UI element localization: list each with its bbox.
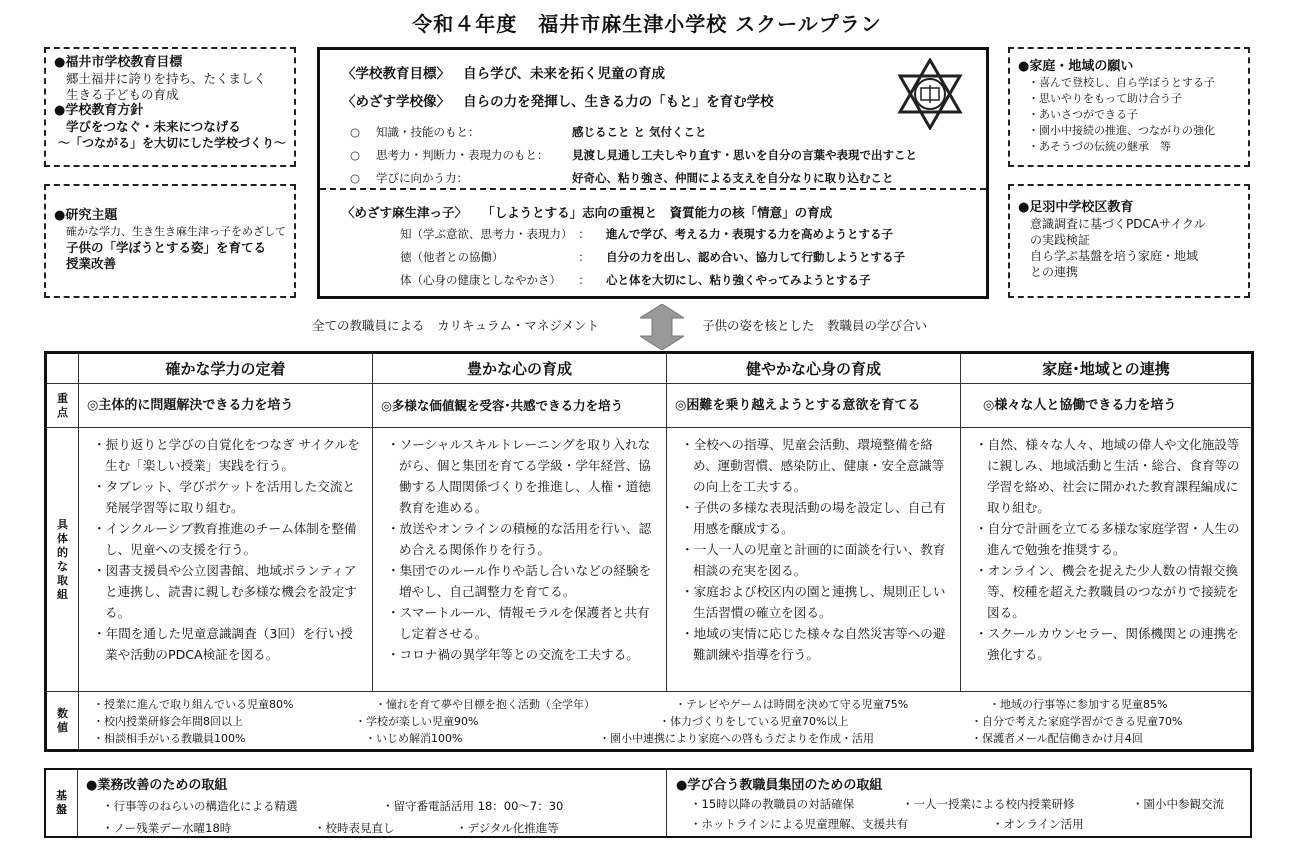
wish-item: ・あいさつができる子	[1028, 108, 1138, 121]
numbers-item: ・憧れを育て夢や目標を抱く活動（全学年）	[375, 698, 595, 711]
action-item: ・オンライン、機会を捉えた少人数の情報交換等、校種を超えた教職員のつながりで接続を図る。	[975, 563, 1239, 620]
col-header-heart: 豊かな心の育成	[373, 354, 667, 384]
wish-item: ・園小中接続の推進、つながりの強化	[1028, 124, 1215, 137]
action-item: ・集団でのルール作りや話し合いなどの経験を増やし、自己調整力を育てる。	[387, 563, 652, 599]
wish-item: ・喜んで登校し、自ら学ぼうとする子	[1028, 76, 1215, 89]
moto-label: 知識・技能のもと：	[376, 125, 480, 139]
school-policy-line2: ～「つながる」を大切にした学校づくり～	[58, 136, 287, 150]
moto-mark: ○	[350, 148, 361, 162]
staff-learning-item: ・一人一授業による校内授業研修	[902, 797, 1075, 811]
child-label: 〈めざす麻生津っ子〉	[342, 205, 468, 220]
virtue-label: 体（心身の健康としなやかさ） ：	[400, 273, 590, 287]
district-education-box	[1008, 184, 1250, 298]
numbers-item: ・いじめ解消100%	[365, 732, 463, 745]
moto-text: 好奇心、粘り強さ、仲間による支えを自分なりに取り込むこと	[572, 171, 894, 185]
moto-text: 見渡し見通し工夫しやり直す・思いを自分の言葉や表現で出すこと	[572, 148, 917, 162]
numbers-row	[79, 692, 1251, 749]
mutual-learning-text: 子供の姿を核とした 教職員の学び合い	[702, 318, 928, 333]
page-title: 令和４年度 福井市麻生津小学校 スクールプラン	[412, 12, 882, 36]
virtue-text: 心と体を大切にし、粘り強くやってみようとする子	[606, 273, 871, 287]
community-wishes-box	[1008, 47, 1250, 167]
city-goal-heading: ●福井市学校教育目標	[54, 55, 183, 70]
action-item: ・子供の多様な表現活動の場を設定し、自己有用感を醸成する。	[681, 500, 946, 536]
curriculum-management-text: 全ての教職員による カリキュラム・マネジメント	[312, 318, 600, 333]
numbers-item: ・保護者メール配信働きかけ月4回	[971, 732, 1143, 745]
numbers-item: ・地域の行事等に参加する児童85%	[989, 698, 1168, 711]
research-theme-line3: 授業改善	[66, 256, 117, 271]
actions-health	[667, 428, 961, 692]
focus-heart: ◎多様な価値観を受容･共感できる力を培う	[373, 384, 667, 428]
moto-row-3	[350, 170, 894, 186]
col-header-health: 健やかな心身の育成	[667, 354, 961, 384]
goal-label: 〈学校教育目標〉	[342, 66, 450, 82]
child-row	[342, 202, 832, 221]
child-text: 「しようとする」志向の重視と 資質能力の核「情意」の育成	[482, 205, 833, 220]
image-row	[342, 90, 774, 110]
focus-academic: ◎主体的に問題解決できる力を培う	[79, 384, 373, 428]
goal-text: 自ら学び、未来を拓く児童の育成	[463, 66, 666, 82]
school-policy-heading: ●学校教育方針	[54, 103, 144, 118]
action-item: ・タブレット、学びポケットを活用した交流と発展学習等に取り組む。	[93, 479, 356, 515]
action-item: ・一人一人の児童と計画的に面談を行い、教育相談の充実を図る。	[681, 542, 946, 578]
moto-mark: ○	[350, 125, 361, 139]
moto-label: 思考力・判断力・表現力のもと：	[376, 148, 549, 162]
staff-learning-heading: ●学び合う教職員集団のための取組	[676, 778, 883, 793]
row-label-focus: 重 点	[47, 384, 79, 428]
numbers-item: ・相談相手がいる教職員100%	[93, 732, 246, 745]
school-policy-line1: 学びをつなぐ・未来につなげる	[66, 119, 241, 134]
center-divider	[320, 188, 986, 190]
row-label-actions: 具 体 的 な 取 組	[47, 428, 79, 692]
work-reform-item: ・行事等のねらいの構造化による精選	[102, 799, 298, 813]
action-item: ・振り返りと学びの自覚化をつなぎ サイクルを生む「楽しい授業」実践を行う。	[93, 437, 360, 473]
base-box	[44, 768, 1252, 838]
numbers-item: ・テレビやゲームは時間を決めて守る児童75%	[675, 698, 909, 711]
work-reform-item: ・校時表見直し	[314, 821, 395, 835]
focus-health: ◎困難を乗り越えようとする意欲を育てる	[667, 384, 961, 428]
row-label-numbers: 数 値	[47, 692, 79, 749]
staff-learning-item: ・ホットラインによる児童理解、支援共有	[690, 817, 909, 831]
research-theme-line1: 確かな学力、生き生き麻生津っ子をめざして	[66, 225, 286, 238]
district-line4: との連携	[1030, 265, 1079, 279]
actions-academic	[79, 428, 373, 692]
district-education-heading: ●足羽中学校区教育	[1018, 200, 1134, 215]
goal-row	[342, 62, 665, 82]
action-item: ・家庭および校区内の園と連携し、規則正しい生活習慣の確立を図る。	[681, 584, 946, 620]
main-grid	[44, 351, 1254, 752]
wish-item: ・あそうづの伝統の継承 等	[1028, 140, 1171, 153]
district-line2: の実践検証	[1030, 233, 1091, 247]
virtue-row-2	[400, 249, 905, 265]
virtue-text: 進んで学び、考える力・表現する力を高めようとする子	[606, 227, 894, 241]
work-reform-item: ・デジタル化推進等	[456, 821, 559, 835]
research-theme-heading: ●研究主題	[54, 208, 118, 223]
community-wishes-heading: ●家庭・地域の願い	[1018, 59, 1134, 74]
actions-heart	[373, 428, 667, 692]
moto-row-1	[350, 124, 707, 140]
action-item: ・スマートルール、情報モラルを保護者と共有し定着させる。	[387, 605, 650, 641]
school-goal-box	[317, 47, 989, 299]
city-goal-line1: 郷土福井に誇りを持ち、たくましく	[66, 71, 267, 86]
virtue-label: 知（学ぶ意欲、思考力・表現力） ：	[400, 227, 590, 241]
district-line3: 自ら学ぶ基盤を培う家庭・地域	[1030, 249, 1199, 263]
col-header-academic: 確かな学力の定着	[79, 354, 373, 384]
work-reform-item: ・留守番電話活用 18：00～7：30	[382, 799, 564, 813]
focus-community: ◎様々な人と協働できる力を培う	[961, 384, 1251, 428]
staff-learning-item: ・園小中参観交流	[1132, 797, 1224, 811]
city-goal-line2: 生きる子どもの育成	[66, 87, 179, 102]
numbers-item: ・園小中連携により家庭への啓もうだよりを作成・活用	[599, 732, 874, 745]
action-item: ・自然、様々な人々、地域の偉人や文化施設等に親しみ、地域活動と生活・総合、食育等の学習を絡め、社会に開かれた教育課程編成に取り組む。	[975, 437, 1240, 515]
staff-learning-item: ・15時以降の教職員の対話確保	[690, 797, 855, 811]
school-emblem-icon	[894, 58, 966, 130]
city-goal-box	[44, 47, 296, 167]
numbers-item: ・授業に進んで取り組んでいる児童80%	[93, 698, 294, 711]
action-item: ・インクルーシブ教育推進のチーム体制を整備し、児童への支援を行う。	[93, 521, 357, 557]
double-arrow-icon	[640, 304, 684, 350]
work-reform-item: ・ノー残業デー水曜18時	[102, 821, 232, 835]
col-header-community: 家庭･地域との連携	[961, 354, 1251, 384]
numbers-item: ・自分で考えた家庭学習ができる児童70%	[971, 715, 1183, 728]
action-item: ・スクールカウンセラー、関係機関との連携を強化する。	[975, 626, 1239, 662]
virtue-label: 徳（他者との協働） ：	[400, 250, 590, 264]
corner-cell	[47, 354, 79, 384]
moto-mark: ○	[350, 171, 361, 185]
research-theme-line2: 子供の「学ぼうとする姿」を育てる	[66, 240, 267, 255]
numbers-item: ・体力づくりをしている児童70%以上	[659, 715, 849, 728]
virtue-row-1	[400, 226, 893, 242]
moto-row-2	[350, 147, 917, 163]
actions-community	[961, 428, 1251, 692]
action-item: ・年間を通した児童意識調査（3回）を行い授業や活動のPDCA検証を図る。	[93, 626, 353, 662]
base-label: 基 盤	[46, 770, 78, 836]
action-item: ・自分で計画を立てる多様な家庭学習・人生の進んで勉強を推奨する。	[975, 521, 1240, 557]
moto-text: 感じること と 気付くこと	[572, 125, 707, 139]
moto-label: 学びに向かう力：	[376, 171, 468, 185]
staff-learning-item: ・オンライン活用	[992, 817, 1084, 831]
action-item: ・全校への指導、児童会活動、環境整備を絡め、運動習慣、感染防止、健康・安全意識等の向上を工夫する。	[681, 437, 945, 494]
image-label: 〈めざす学校像〉	[342, 94, 450, 110]
action-item: ・図書支援員や公立図書館、地域ボランティアと連携し、読書に親しむ多様な機会を設定する。	[93, 563, 357, 620]
district-line1: 意識調査に基づくPDCAサイクル	[1030, 217, 1206, 231]
research-theme-box	[44, 184, 296, 298]
action-item: ・地域の実情に応じた様々な自然災害等への避難訓練や指導を行う。	[681, 626, 946, 662]
action-item: ・放送やオンラインの積極的な活用を行い、認め合える関係作りを行う。	[387, 521, 652, 557]
work-reform-heading: ●業務改善のための取組	[86, 778, 228, 793]
action-item: ・ソーシャルスキルトレーニングを取り入れながら、個と集団を育てる学級・学年経営、協働する人間関係づくりを推進し、人権・道徳教育を進める。	[387, 437, 651, 515]
base-divider	[666, 770, 667, 836]
numbers-item: ・学校が楽しい児童90%	[355, 715, 479, 728]
virtue-row-3	[400, 272, 871, 288]
image-text: 自らの力を発揮し、生きる力の「もと」を育む学校	[463, 94, 774, 110]
action-item: ・コロナ禍の異学年等との交流を工夫する。	[387, 647, 639, 662]
virtue-text: 自分の力を出し、認め合い、協力して行動しようとする子	[606, 250, 905, 264]
numbers-item: ・校内授業研修会年間8回以上	[93, 715, 243, 728]
wish-item: ・思いやりをもって助け合う子	[1028, 92, 1182, 105]
